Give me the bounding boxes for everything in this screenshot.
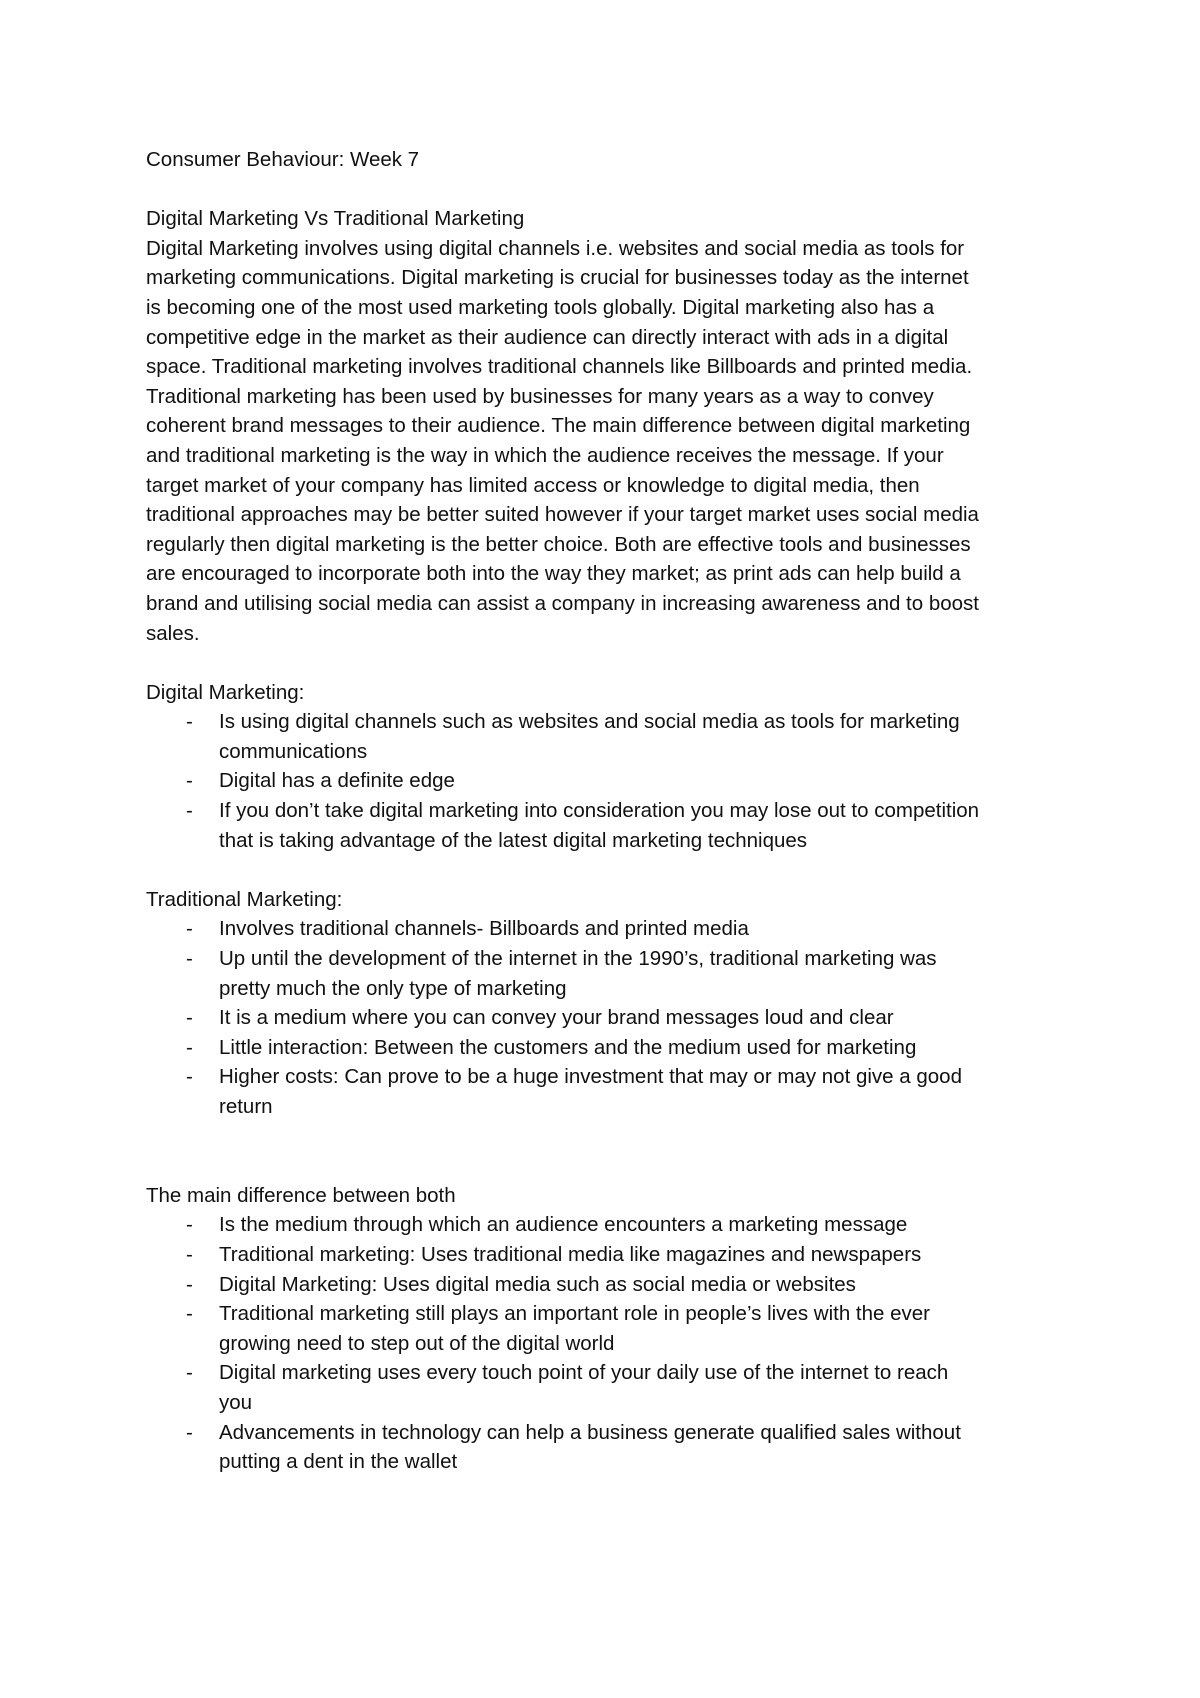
paragraph-line: regularly then digital marketing is the better choice. Both are effective tools and businesses: [146, 532, 971, 556]
list-item: [146, 1210, 1076, 1240]
dash-bullet: -: [186, 1006, 193, 1030]
dash-bullet: -: [186, 710, 193, 734]
list-item: [146, 766, 1076, 796]
list-item: [146, 914, 1076, 944]
list-item: [146, 796, 1076, 855]
list-item-line: If you don’t take digital marketing into consideration you may lose out to competition: [219, 799, 980, 823]
dash-bullet: -: [186, 917, 193, 941]
list-item-line: Is the medium through which an audience encounters a marketing message: [219, 1213, 908, 1237]
paragraph-line: space. Traditional marketing involves traditional channels like Billboards and printed media.: [146, 355, 973, 379]
dash-bullet: -: [186, 799, 193, 823]
bullet-list-difference: [146, 1210, 1076, 1476]
list-item-line: Involves traditional channels- Billboards and printed media: [219, 917, 749, 941]
paragraph-line: sales.: [146, 621, 200, 645]
paragraph-line: Digital Marketing involves using digital channels i.e. websites and social media as tools for: [146, 236, 965, 260]
list-item: [146, 944, 1076, 1003]
dash-bullet: -: [186, 1242, 193, 1266]
dash-bullet: -: [186, 1272, 193, 1296]
dash-bullet: -: [186, 1420, 193, 1444]
dash-bullet: -: [186, 947, 193, 971]
list-item-line: that is taking advantage of the latest digital marketing techniques: [219, 828, 808, 852]
list-item: [146, 1240, 1076, 1270]
dash-bullet: -: [186, 1035, 193, 1059]
list-item: [146, 1270, 1076, 1300]
list-item-line: you: [219, 1390, 253, 1414]
list-item-line: Digital Marketing: Uses digital media such as social media or websites: [219, 1272, 856, 1296]
list-item-line: communications: [219, 739, 368, 763]
paragraph-line: target market of your company has limited access or knowledge to digital media, then: [146, 473, 920, 497]
list-item: [146, 1062, 1076, 1121]
list-item-line: Little interaction: Between the customers and the medium used for marketing: [219, 1035, 917, 1059]
paragraph-comparison: [146, 234, 1076, 648]
dash-bullet: -: [186, 1213, 193, 1237]
document-page: [146, 145, 1076, 1477]
list-item: [146, 1299, 1076, 1358]
paragraph-line: marketing communications. Digital marketing is crucial for businesses today as the internet: [146, 266, 969, 290]
list-item-line: Digital marketing uses every touch point of your daily use of the internet to reach: [219, 1361, 949, 1385]
dash-bullet: -: [186, 769, 193, 793]
document-title: Consumer Behaviour: Week 7: [146, 148, 420, 171]
list-item-line: Advancements in technology can help a business generate qualified sales without: [219, 1420, 961, 1444]
list-item-line: Digital has a definite edge: [219, 769, 455, 793]
list-item-line: Is using digital channels such as websites and social media as tools for marketing: [219, 710, 960, 734]
list-item-line: pretty much the only type of marketing: [219, 976, 567, 1000]
list-item-line: Traditional marketing still plays an important role in people’s lives with the ever: [219, 1302, 931, 1326]
list-item: [146, 1418, 1076, 1477]
spacer: [146, 175, 1076, 205]
paragraph-line: brand and utilising social media can assist a company in increasing awareness and to boost: [146, 591, 980, 615]
list-item-line: Traditional marketing: Uses traditional media like magazines and newspapers: [219, 1242, 922, 1266]
section-heading-difference: The main difference between both: [146, 1183, 456, 1207]
paragraph-line: coherent brand messages to their audience. The main difference between digital marketing: [146, 414, 971, 438]
section-heading-comparison: Digital Marketing Vs Traditional Marketing: [146, 207, 525, 231]
list-item-line: return: [219, 1095, 273, 1118]
spacer: [146, 855, 1076, 885]
paragraph-line: competitive edge in the market as their audience can directly interact with ads in a digital: [146, 325, 949, 349]
bullet-list-traditional: [146, 914, 1076, 1121]
paragraph-line: traditional approaches may be better suited however if your target market uses social media: [146, 503, 979, 527]
dash-bullet: -: [186, 1065, 193, 1089]
list-item-line: growing need to step out of the digital world: [219, 1331, 615, 1355]
list-item-line: It is a medium where you can convey your brand messages loud and clear: [219, 1006, 894, 1030]
spacer: [146, 648, 1076, 678]
section-heading-traditional: Traditional Marketing:: [146, 887, 343, 911]
list-item: [146, 1033, 1076, 1063]
paragraph-line: are encouraged to incorporate both into the way they market; as print ads can help build a: [146, 562, 961, 586]
dash-bullet: -: [186, 1361, 193, 1385]
section-heading-digital: Digital Marketing:: [146, 680, 305, 704]
list-item-line: Up until the development of the internet in the 1990’s, traditional marketing was: [219, 947, 937, 971]
list-item: [146, 1358, 1076, 1417]
spacer: [146, 1122, 1076, 1181]
list-item-line: Higher costs: Can prove to be a huge investment that may or may not give a good: [219, 1065, 962, 1089]
paragraph-line: is becoming one of the most used marketing tools globally. Digital marketing also has a: [146, 295, 935, 319]
list-item-line: putting a dent in the wallet: [219, 1450, 458, 1474]
list-item: [146, 707, 1076, 766]
list-item: [146, 1003, 1076, 1033]
dash-bullet: -: [186, 1302, 193, 1326]
bullet-list-digital: [146, 707, 1076, 855]
paragraph-line: and traditional marketing is the way in which the audience receives the message. If your: [146, 443, 944, 467]
paragraph-line: Traditional marketing has been used by businesses for many years as a way to convey: [146, 384, 934, 408]
